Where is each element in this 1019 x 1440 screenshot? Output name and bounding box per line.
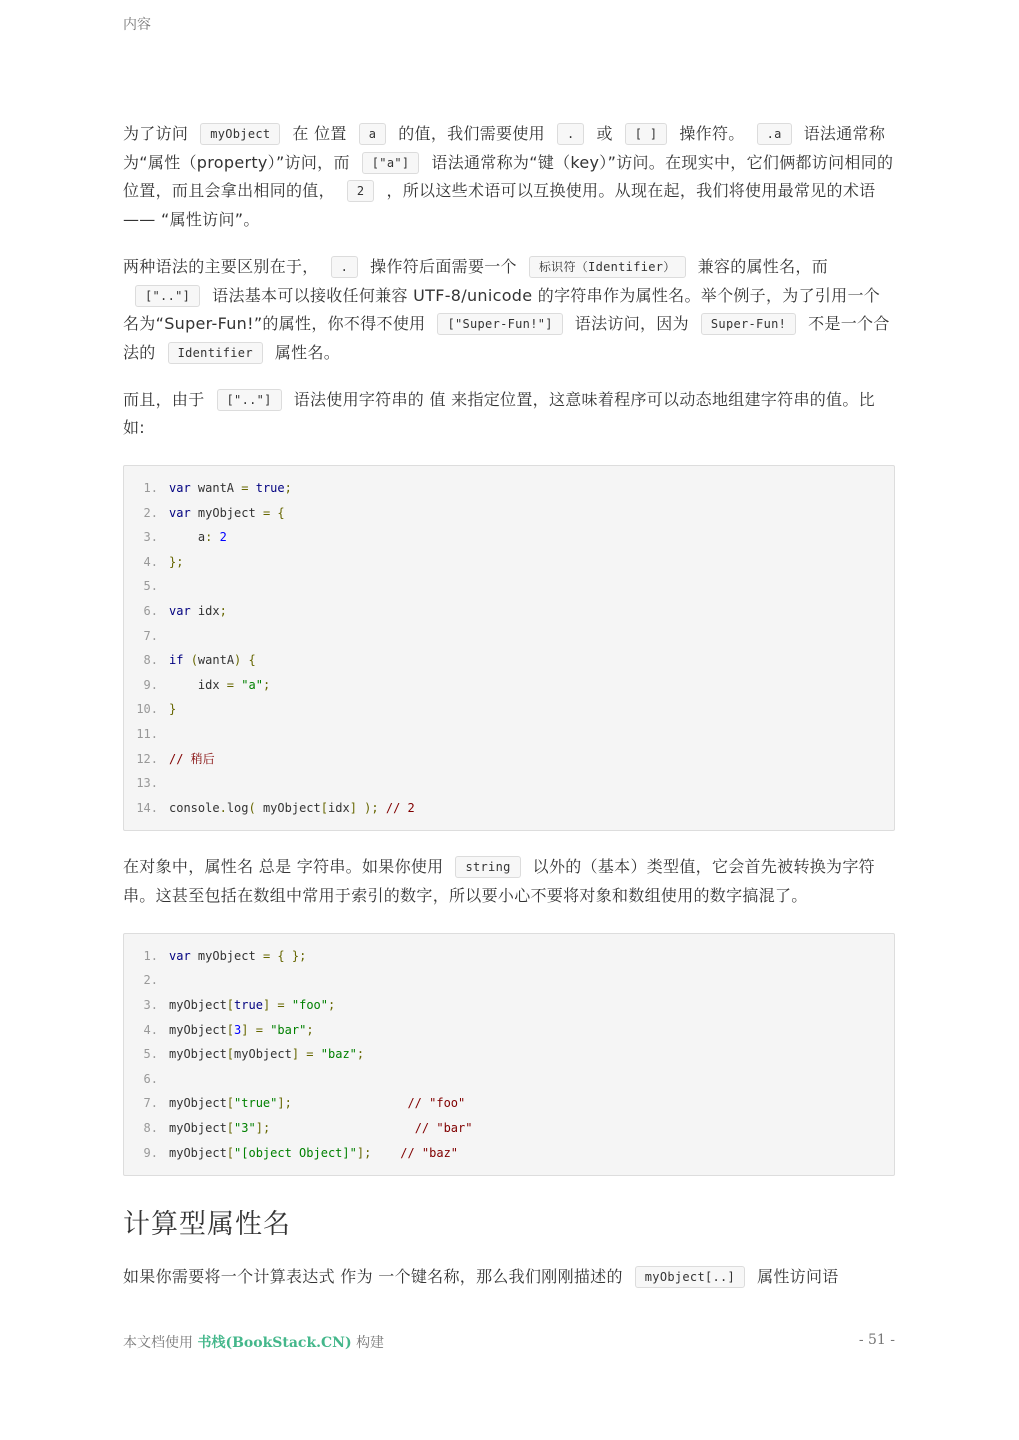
line-number: 12.	[136, 751, 158, 766]
code-text: // 稍后	[169, 751, 215, 766]
line-number: 10.	[136, 702, 158, 717]
line-number: 2.	[143, 973, 158, 988]
code-block	[123, 465, 895, 831]
text: 语法通常称为“属性（property）”访问，而	[123, 124, 886, 172]
text: 以外的（基本）类型值，它会首先被转换为字符串。这甚至包括在数组中常用于索引的数字，所以要小心不要将对象和数组使用的数字搞混了。	[123, 857, 875, 906]
code-line	[124, 1116, 894, 1141]
code-line	[124, 624, 894, 649]
code-line	[124, 1091, 894, 1116]
line-number: 5.	[143, 579, 158, 594]
line-number: 7.	[143, 1096, 158, 1111]
code-text: if (wantA) {	[169, 653, 256, 668]
code-text: var myObject = {	[169, 505, 285, 520]
code-line	[124, 1018, 894, 1043]
code-text: myObject[myObject] = "baz";	[169, 1047, 365, 1062]
inline-code: ["a"]	[362, 152, 420, 174]
code-line	[124, 771, 894, 796]
running-header: 内容	[123, 17, 151, 33]
code-text: };	[169, 554, 184, 569]
line-number: 14.	[136, 800, 158, 815]
inline-code: Identifier	[168, 342, 263, 364]
line-number: 8.	[143, 653, 158, 668]
inline-code: .a	[757, 123, 792, 145]
inline-code: string	[455, 856, 520, 878]
text: 而且，由于	[123, 389, 205, 409]
inline-code: myObject	[200, 123, 280, 145]
line-number: 8.	[143, 1120, 158, 1135]
inline-code: ["Super-Fun!"]	[437, 313, 562, 335]
inline-code: 标识符（Identifier）	[529, 256, 686, 278]
text: 如果你需要将一个计算表达式 作为 一个键名称，那么我们刚刚描述的	[123, 1267, 623, 1287]
page-footer	[123, 1332, 895, 1352]
code-text: console.log( myObject[idx] ); // 2	[169, 800, 415, 815]
inline-code: a	[359, 123, 387, 145]
code-text: myObject["true"]; // "foo"	[169, 1096, 466, 1111]
line-number: 5.	[143, 1047, 158, 1062]
paragraph-computed-names	[123, 1263, 895, 1292]
line-number: 3.	[143, 997, 158, 1012]
inline-code: [ ]	[625, 123, 668, 145]
code-text: myObject[3] = "bar";	[169, 1022, 314, 1037]
code-text: }	[169, 702, 177, 717]
line-number: 4.	[143, 554, 158, 569]
text: 语法访问，因为	[574, 314, 689, 334]
code-line	[124, 501, 894, 526]
text: 语法使用字符串的 值 来指定位置，这意味着程序可以动态地组建字符串的值。比如:	[123, 389, 875, 438]
code-line	[124, 944, 894, 969]
line-number: 4.	[143, 1022, 158, 1037]
inline-code: Super-Fun!	[701, 313, 796, 335]
text: 语法基本可以接收任何兼容 UTF-8/unicode 的字符串作为属性名。举个例子，为了引用一个名为“Super-Fun!”的属性，你不得不使用	[123, 285, 881, 334]
paragraph-property-names-strings	[123, 853, 895, 910]
code-line	[124, 1042, 894, 1067]
document-content	[123, 120, 895, 1310]
code-line	[124, 673, 894, 698]
text: 两种语法的主要区别在于，	[123, 256, 319, 276]
text: 属性访问语	[757, 1267, 839, 1287]
line-number: 11.	[136, 726, 158, 741]
line-number: 9.	[143, 1145, 158, 1160]
inline-code: .	[557, 123, 585, 145]
line-number: 7.	[143, 628, 158, 643]
code-line	[124, 648, 894, 673]
section-heading: 计算型属性名	[123, 1209, 291, 1241]
inline-code: .	[331, 256, 359, 278]
code-text: myObject["[object Object]"]; // "baz"	[169, 1145, 459, 1160]
code-line	[124, 1067, 894, 1092]
line-number: 2.	[143, 505, 158, 520]
code-line	[124, 599, 894, 624]
text: 在对象中，属性名 总是 字符串。如果你使用	[123, 857, 444, 877]
code-line	[124, 550, 894, 575]
paragraph-property-access	[123, 120, 895, 235]
line-number: 3.	[143, 530, 158, 545]
footer-brand-link[interactable]: 书栈(BookStack.CN)	[197, 1335, 352, 1351]
text: 的值，我们需要使用	[398, 124, 545, 143]
line-number: 1.	[143, 948, 158, 963]
code-line	[124, 697, 894, 722]
code-text: var wantA = true;	[169, 481, 292, 496]
text: 操作符后面需要一个	[370, 256, 517, 276]
inline-code: [".."]	[135, 285, 200, 307]
code-line	[124, 968, 894, 993]
inline-code: 2	[347, 180, 375, 202]
line-number: 6.	[143, 604, 158, 618]
code-text: myObject[true] = "foo";	[169, 997, 336, 1012]
code-text: var myObject = { };	[169, 948, 307, 963]
text: 不是一个合法的	[123, 314, 890, 362]
code-text: var idx;	[169, 604, 227, 618]
line-number: 1.	[143, 481, 158, 496]
text: 操作符。	[679, 124, 745, 143]
text: 或	[596, 124, 613, 143]
text: 兼容的属性名，而	[697, 256, 828, 276]
code-text: myObject["3"]; // "bar"	[169, 1120, 473, 1135]
text: 在 位置	[292, 124, 347, 143]
code-line	[124, 574, 894, 599]
code-text: a: 2	[169, 530, 227, 545]
code-line	[124, 476, 894, 501]
code-block	[123, 933, 895, 1176]
page-number: - 51 -	[858, 1332, 895, 1348]
code-line	[124, 796, 894, 821]
code-line	[124, 747, 894, 772]
footer-suffix: 构建	[356, 1335, 385, 1351]
code-line	[124, 993, 894, 1018]
code-line	[124, 1141, 894, 1166]
line-number: 6.	[143, 1071, 158, 1086]
line-number: 9.	[143, 677, 158, 692]
code-line	[124, 525, 894, 550]
code-text: idx = "a";	[169, 677, 271, 692]
text: ，所以这些术语可以互换使用。从现在起，我们将使用最常见的术语 —— “属性访问”。	[123, 181, 876, 230]
code-line	[124, 722, 894, 747]
inline-code: myObject[..]	[635, 1266, 745, 1288]
text: 为了访问	[123, 124, 189, 143]
inline-code: [".."]	[217, 389, 282, 411]
paragraph-syntax-difference	[123, 253, 895, 368]
line-number: 13.	[136, 776, 158, 791]
paragraph-dynamic-strings	[123, 386, 895, 443]
text: 语法通常称为“键（key）”访问。在现实中，它们俩都访问相同的 位置，而且会拿出相同的值，	[123, 152, 894, 201]
text: 属性名。	[274, 342, 341, 362]
footer-prefix: 本文档使用	[123, 1335, 193, 1351]
